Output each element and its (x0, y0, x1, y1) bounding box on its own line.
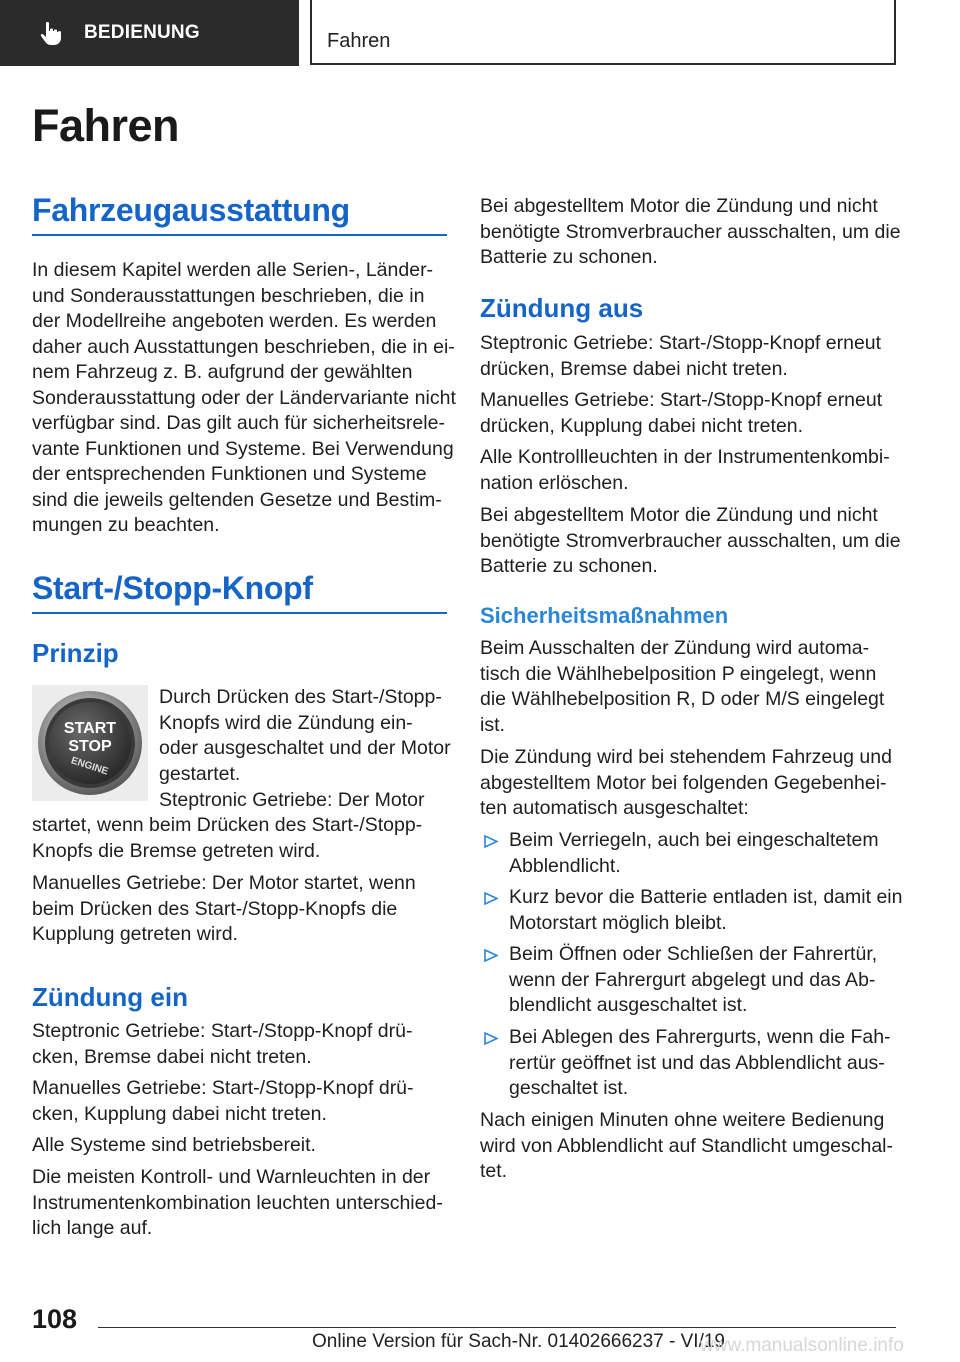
paragraph-ein-kontroll: Die meisten Kontroll- und Warnleuchten in der Instrumentenkombination leuchten unterschied- lich lange auf. (32, 1166, 443, 1239)
page-number: 108 (32, 1304, 78, 1334)
paragraph-manuell: Manuelles Getriebe: Der Motor startet, wenn beim Drücken des Start-/Stopp-Knopfs die Kupplung getreten wird. (32, 872, 416, 945)
paragraph-aus-kontroll: Alle Kontrollleuchten in der Instrumentenkombi- nation erlöschen. (480, 446, 890, 494)
paragraph-batterie-1: Bei abgestelltem Motor die Zündung und nicht benötigte Stromverbraucher ausschalten, um die Batterie zu schonen. (480, 195, 901, 268)
chapter-header (310, 0, 896, 65)
svg-text:ENGINE: ENGINE (69, 755, 110, 778)
paragraph-sicher-1: Beim Ausschalten der Zündung wird automa- tisch die Wählhebelposition P eingelegt, wenn die Wählhebelposition R, D oder M/S eingelegt ist. (480, 637, 885, 736)
footer-rule (98, 1327, 896, 1328)
heading-prinzip: Prinzip (32, 638, 119, 668)
watermark: www.manualsonline.info (700, 1335, 904, 1356)
heading-fahrzeugausstattung: Fahrzeugausstattung (32, 192, 350, 228)
heading-sicherheitsmassnahmen: Sicherheitsmaßnahmen (480, 603, 729, 628)
paragraph-prinzip: Durch Drücken des Start-/Stopp- Knopfs wird die Zündung ein- oder ausgeschaltet und der Motor gestartet. (159, 686, 451, 785)
paragraph-batterie-2: Bei abgestelltem Motor die Zündung und nicht benötigte Stromverbraucher ausschalten, um die Batterie zu schonen. (480, 504, 901, 577)
section-tab (0, 0, 299, 66)
page-title: Fahren (32, 100, 180, 151)
hand-pointer-icon (38, 20, 64, 46)
svg-text:START: START (63, 720, 117, 737)
paragraph-ein-manuell: Manuelles Getriebe: Start-/Stopp-Knopf drü- cken, Kupplung dabei nicht treten. (32, 1077, 414, 1125)
paragraph-aus-steptronic: Steptronic Getriebe: Start-/Stopp-Knopf erneut drücken, Bremse dabei nicht treten. (480, 332, 882, 380)
online-version-text: Online Version für Sach-Nr. 01402666237 - VI/19 (312, 1331, 725, 1352)
paragraph-sicher-2: Die Zündung wird bei stehendem Fahrzeug und abgestelltem Motor bei folgenden Gegebenhei- ten automatisch ausgeschaltet: (480, 746, 892, 819)
heading-rule (32, 612, 447, 614)
triangle-bullet-icon (484, 1032, 498, 1045)
paragraph-intro: In diesem Kapitel werden alle Serien-, Länder- und Sonderausstattungen beschrieben, die in der Modellreihe angeboten werden. Es werden daher auch Ausstattungen beschrieben, die in ei- nem Fahrzeug z. B. aufgrund der gewählten Sonderausstattung oder der Ländervariante nicht verfügbar sind. Das gilt auch für sicherheitsrele- vante Funktionen und Systeme. Bei Verwendung der entsprechenden Funktionen und Systeme sind die jeweils geltenden Gesetze und Bestim- mungen zu beachten. (32, 259, 456, 536)
section-label: BEDIENUNG (84, 22, 200, 43)
triangle-bullet-icon (484, 835, 498, 848)
svg-text:STOP: STOP (68, 738, 112, 755)
chapter-label: Fahren (327, 30, 391, 52)
start-stop-engine-icon (32, 685, 148, 801)
heading-zuendung-ein: Zündung ein (32, 982, 188, 1012)
paragraph-ein-systeme: Alle Systeme sind betriebsbereit. (32, 1134, 316, 1156)
paragraph-aus-manuell: Manuelles Getriebe: Start-/Stopp-Knopf erneut drücken, Kupplung dabei nicht treten. (480, 389, 883, 437)
heading-zuendung-aus: Zündung aus (480, 293, 644, 323)
heading-start-stopp-knopf: Start-/Stopp-Knopf (32, 570, 313, 606)
paragraph-nach: Nach einigen Minuten ohne weitere Bedienung wird von Abblendlicht auf Standlicht umgeschal- tet. (480, 1109, 893, 1182)
heading-rule (32, 234, 447, 236)
paragraph-steptronic-intro: Steptronic Getriebe: Der Motor (159, 789, 425, 811)
paragraph-steptronic: startet, wenn beim Drücken des Start-/Stopp- Knopfs die Bremse getreten wird. (32, 814, 423, 862)
start-stop-button-image (32, 685, 148, 801)
triangle-bullet-icon (484, 949, 498, 962)
paragraph-ein-steptronic: Steptronic Getriebe: Start-/Stopp-Knopf drü- cken, Bremse dabei nicht treten. (32, 1020, 413, 1068)
triangle-bullet-icon (484, 892, 498, 905)
